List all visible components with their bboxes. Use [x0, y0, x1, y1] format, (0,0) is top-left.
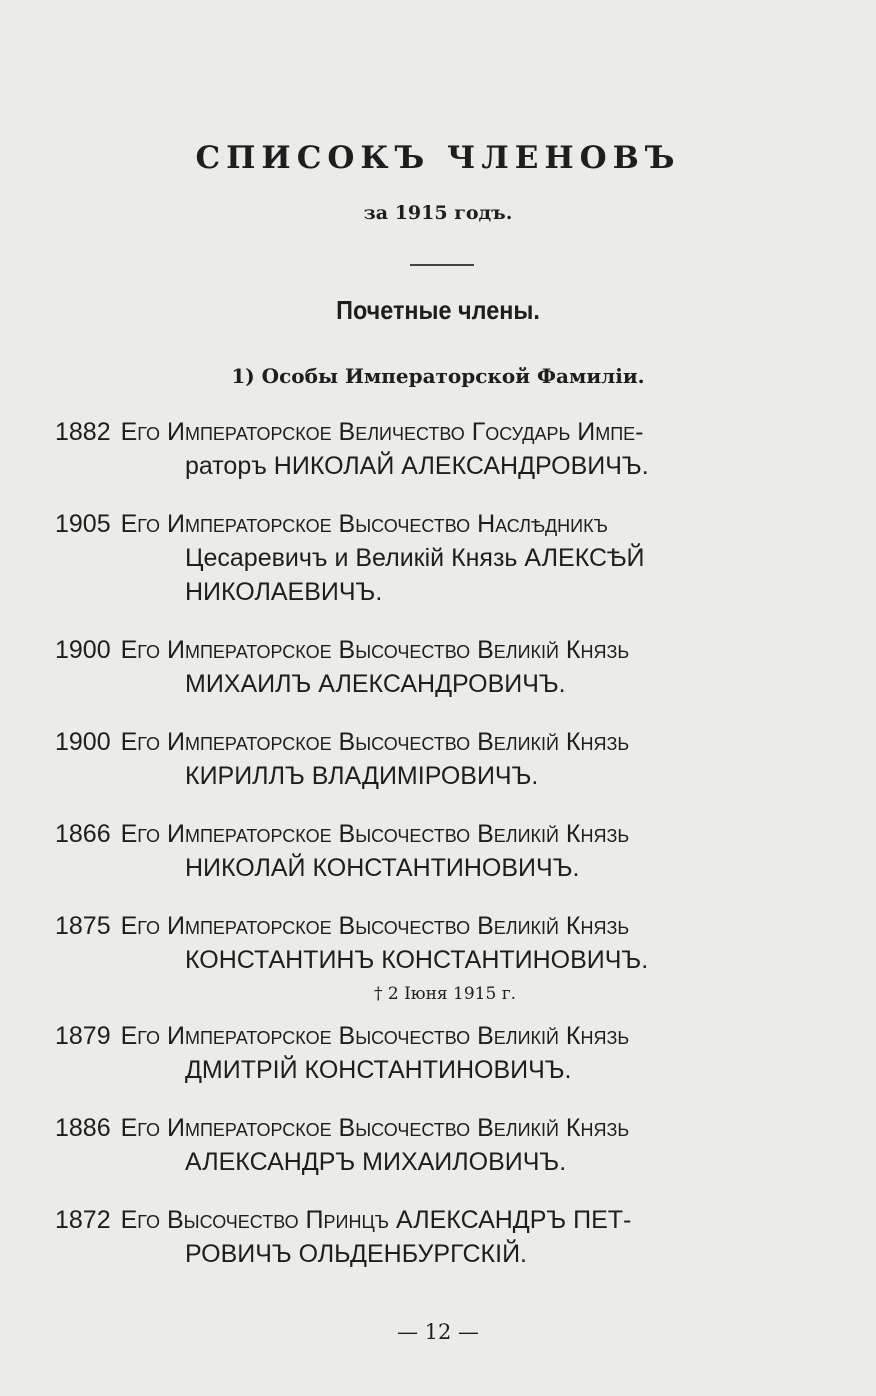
entry-first-line: [55, 1203, 835, 1237]
member-year: 1882: [55, 418, 111, 446]
member-title-text: Его Императорское Высочество Великій Князь: [120, 1114, 630, 1142]
member-list: [55, 415, 835, 1295]
member-entry: [55, 1019, 835, 1087]
entry-continuation-line: раторъ НИКОЛАЙ АЛЕКСАНДРОВИЧЪ.: [185, 452, 649, 480]
member-year: 1872: [55, 1206, 111, 1234]
entry-first-line: [55, 909, 835, 943]
entry-first-line: [55, 633, 835, 667]
member-year: 1879: [55, 1022, 111, 1050]
page-subtitle: за 1915 годъ.: [363, 202, 513, 224]
page-title: СПИСОКЪ ЧЛЕНОВЪ: [195, 140, 681, 176]
entry-first-line: [55, 507, 835, 541]
divider: [410, 264, 474, 266]
member-year: 1900: [55, 728, 111, 756]
death-note: † 2 Іюня 1915 г.: [373, 984, 517, 1004]
entry-first-line: [55, 415, 835, 449]
entry-first-line: [55, 817, 835, 851]
entry-first-line: [55, 1111, 835, 1145]
entry-continuation-line: МИХАИЛЪ АЛЕКСАНДРОВИЧЪ.: [185, 670, 566, 698]
entry-first-line: [55, 725, 835, 759]
member-entry: [55, 1111, 835, 1179]
subsection-heading: 1) Особы Императорской Фамиліи.: [231, 364, 645, 388]
member-entry: [55, 415, 835, 483]
member-entry: [55, 1203, 835, 1271]
member-title-text: Его Императорское Высочество Великій Князь: [120, 912, 630, 940]
member-year: 1875: [55, 912, 111, 940]
entry-continuation-line: КИРИЛЛЪ ВЛАДИМІРОВИЧЪ.: [185, 762, 539, 790]
member-year: 1886: [55, 1114, 111, 1142]
page-number: — 12 —: [396, 1320, 480, 1344]
member-title-text: Его Высочество Принцъ АЛЕКСАНДРЪ ПЕТ-: [120, 1206, 632, 1234]
member-title-text: Его Императорское Высочество Великій Князь: [120, 820, 630, 848]
member-title-text: Его Императорское Величество Государь Импе-: [120, 418, 644, 446]
entry-continuation-line: НИКОЛАЕВИЧЪ.: [185, 578, 383, 606]
member-entry: [55, 909, 835, 977]
member-entry: [55, 725, 835, 793]
entry-continuation-line: НИКОЛАЙ КОНСТАНТИНОВИЧЪ.: [185, 854, 580, 882]
entry-first-line: [55, 1019, 835, 1053]
entry-continuation-line: РОВИЧЪ ОЛЬДЕНБУРГСКІЙ.: [185, 1240, 527, 1268]
entry-continuation-line: КОНСТАНТИНЪ КОНСТАНТИНОВИЧЪ.: [185, 946, 649, 974]
member-year: 1866: [55, 820, 111, 848]
member-entry: [55, 507, 835, 609]
member-title-text: Его Императорское Высочество Великій Князь: [120, 728, 630, 756]
member-year: 1905: [55, 510, 111, 538]
entry-continuation-line: АЛЕКСАНДРЪ МИХАИЛОВИЧЪ.: [185, 1148, 567, 1176]
member-title-text: Его Императорское Высочество Великій Князь: [120, 1022, 630, 1050]
member-title-text: Его Императорское Высочество Наслѣдникъ: [120, 510, 608, 538]
member-year: 1900: [55, 636, 111, 664]
entry-continuation-line: ДМИТРІЙ КОНСТАНТИНОВИЧЪ.: [185, 1056, 572, 1084]
section-heading: Почетные члены.: [336, 295, 540, 325]
member-entry: [55, 633, 835, 701]
entry-continuation-line: Цесаревичъ и Великій Князь АЛЕКСѢЙ: [185, 544, 645, 572]
member-title-text: Его Императорское Высочество Великій Князь: [120, 636, 630, 664]
member-entry: [55, 817, 835, 885]
